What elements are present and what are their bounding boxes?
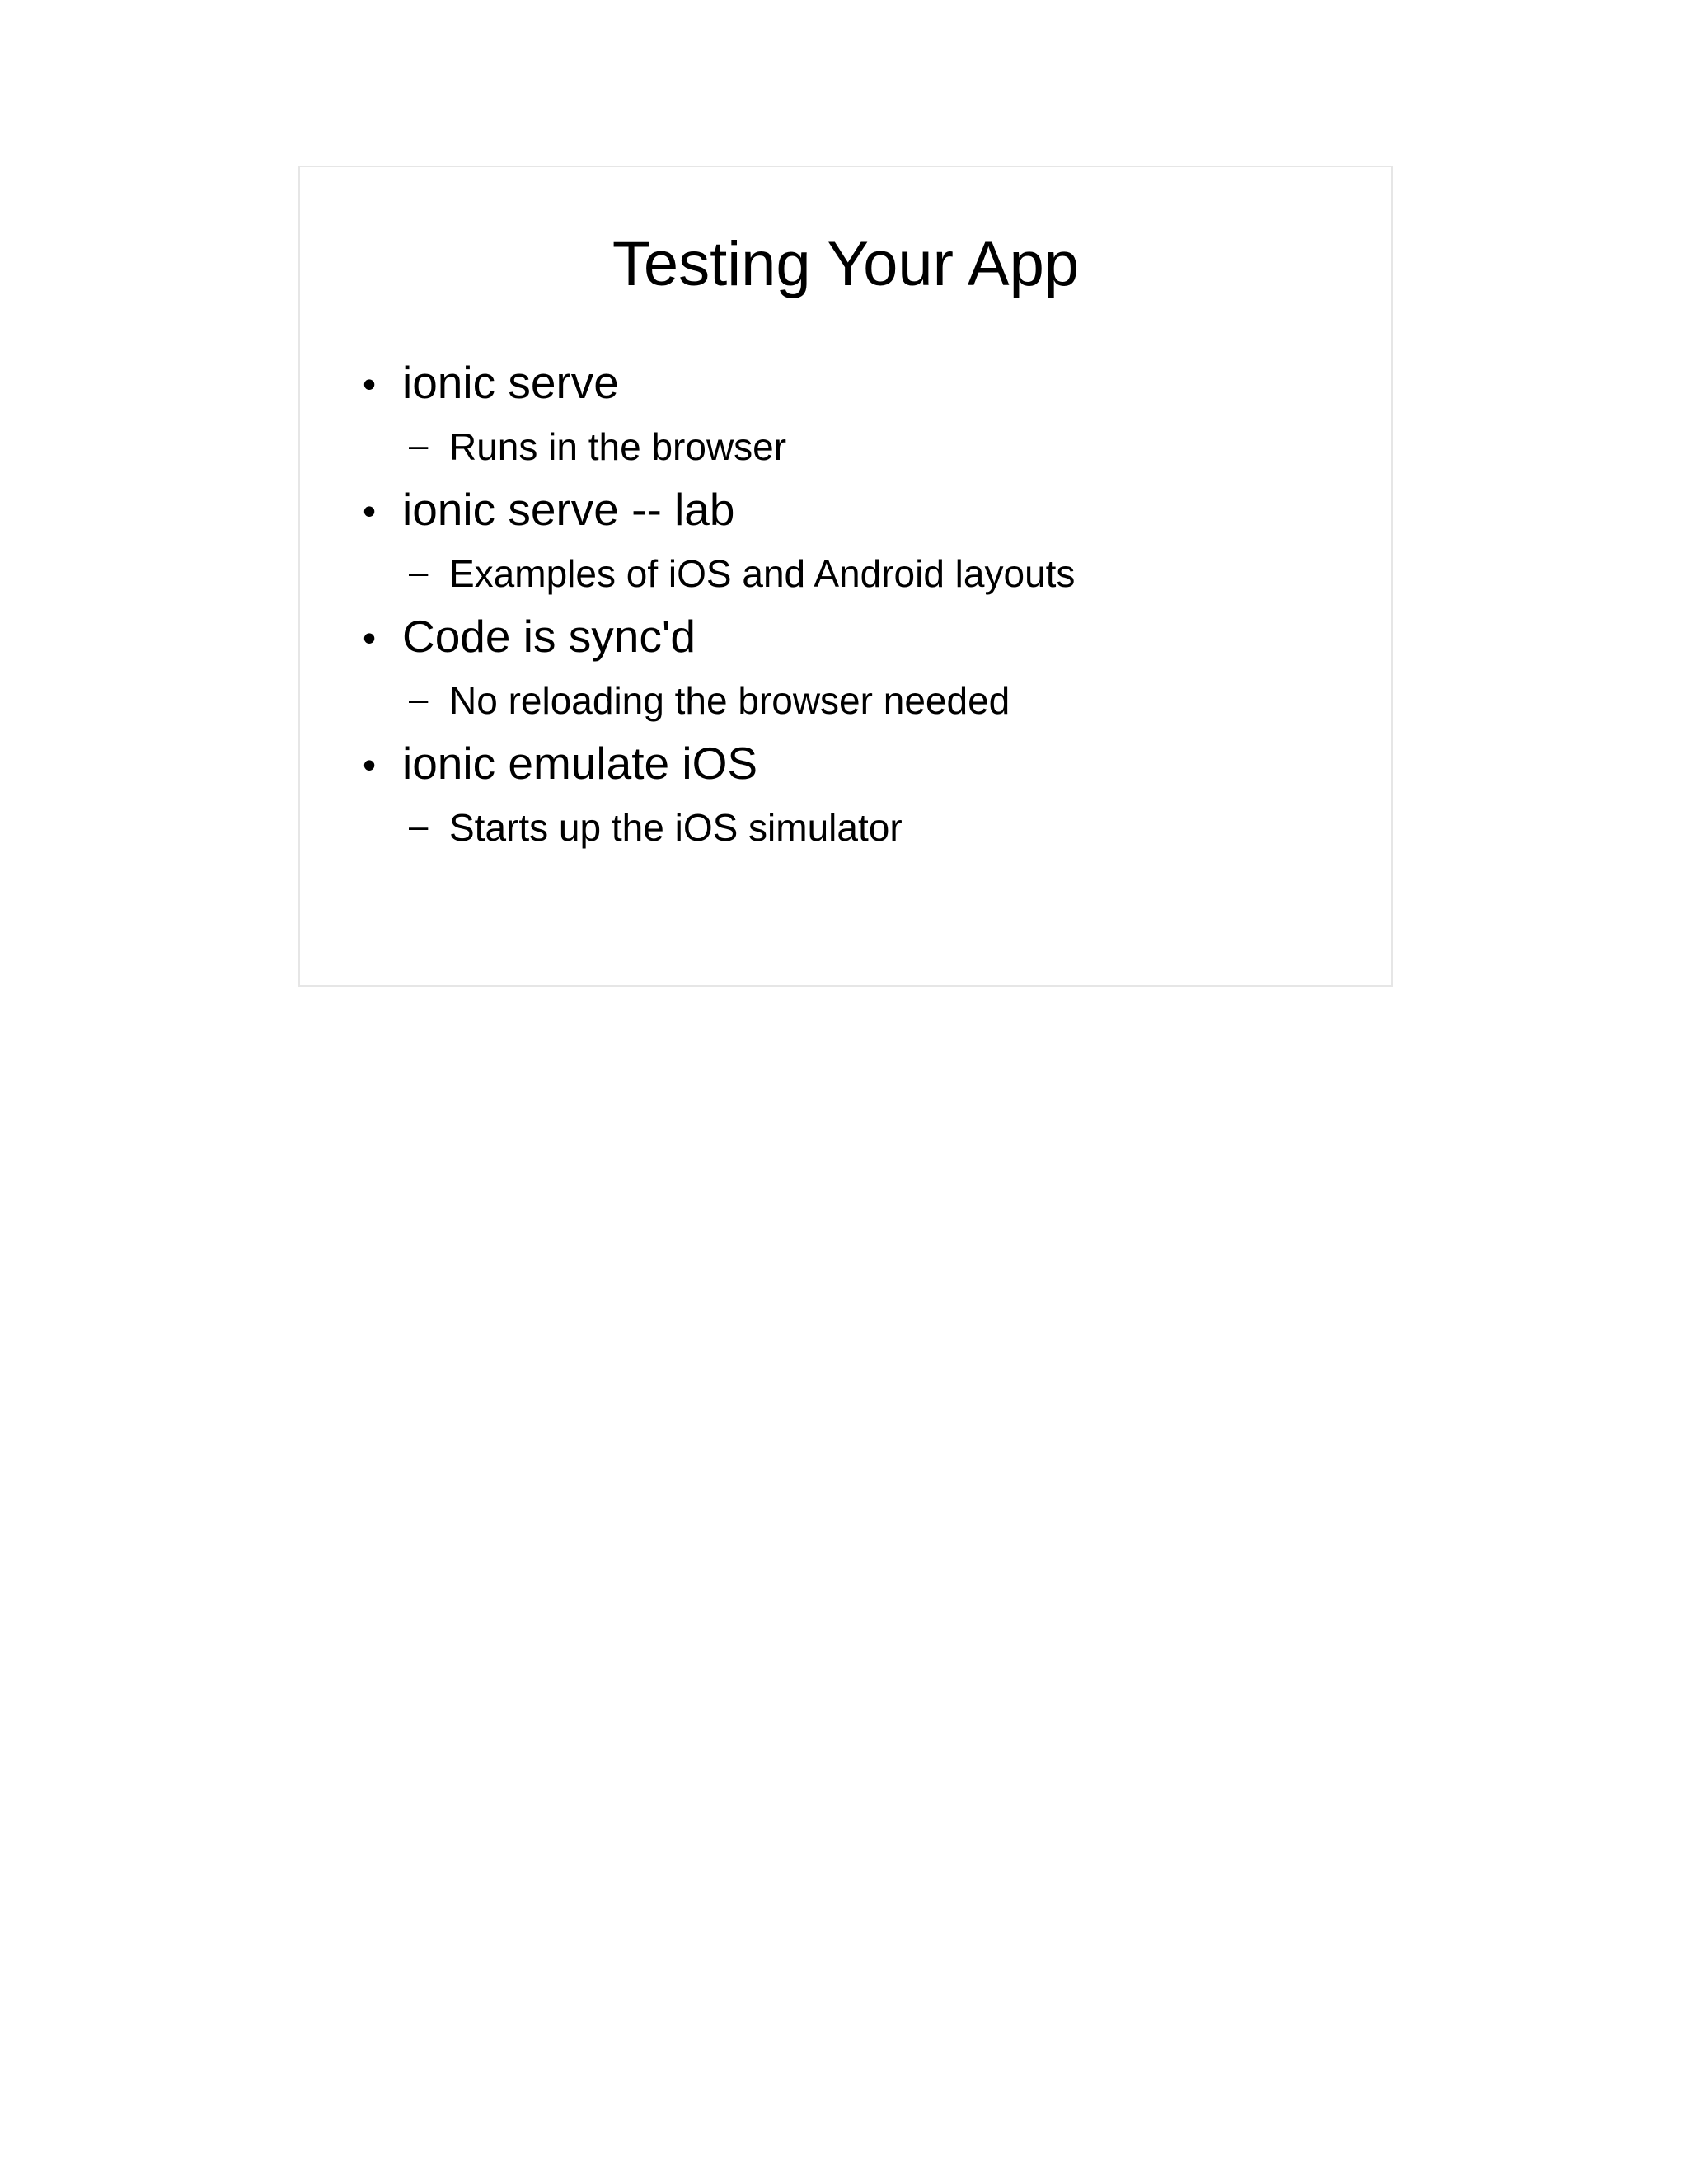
sub-bullet-dash-icon: – — [409, 679, 429, 718]
sub-bullet-text: Runs in the browser — [449, 425, 787, 468]
sub-bullet-dash-icon: – — [409, 806, 429, 845]
sub-bullet-text: Starts up the iOS simulator — [449, 806, 903, 849]
bullet-text: ionic emulate iOS — [402, 738, 758, 789]
sub-bullet-dash-icon: – — [409, 552, 429, 591]
sub-bullet-dash-icon: – — [409, 425, 429, 464]
bullet-text: Code is sync'd — [402, 611, 696, 662]
slide-page — [298, 166, 1393, 987]
bullet-dot-icon: • — [363, 616, 377, 659]
bullet-dot-icon: • — [363, 490, 377, 532]
sub-bullet-text: Examples of iOS and Android layouts — [449, 552, 1076, 595]
bullet-text: ionic serve -- lab — [402, 484, 735, 535]
sub-bullet-text: No reloading the browser needed — [449, 679, 1010, 722]
slide-title: Testing Your App — [612, 229, 1080, 299]
bullet-text: ionic serve — [402, 357, 619, 408]
bullet-dot-icon: • — [363, 743, 377, 786]
bullet-dot-icon: • — [363, 363, 377, 405]
